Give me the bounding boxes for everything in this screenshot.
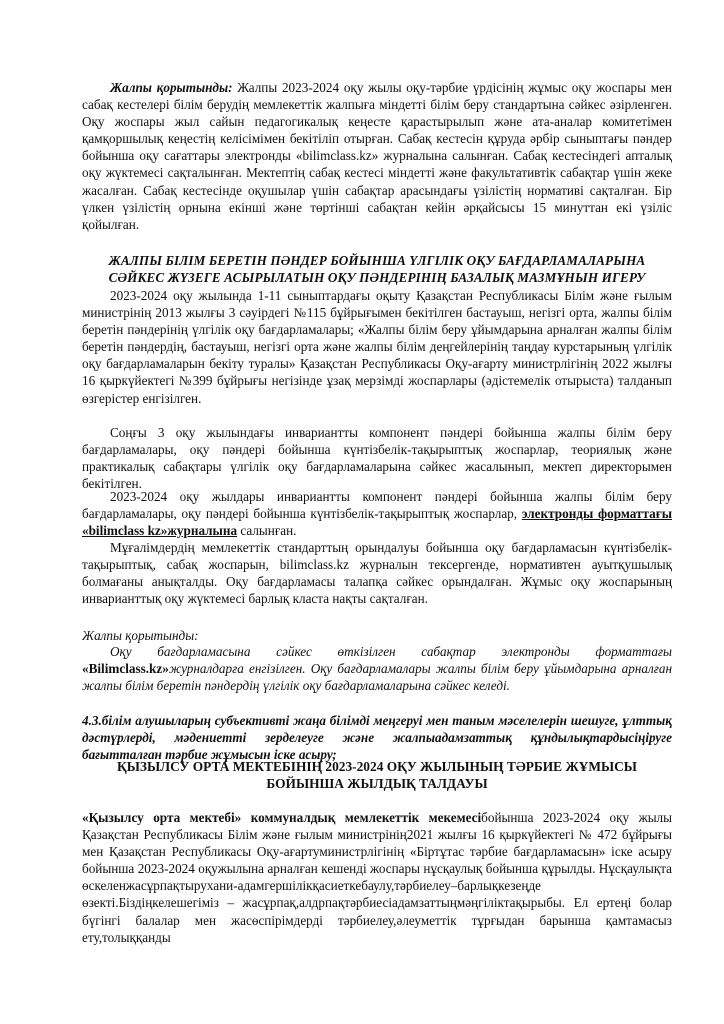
section-4-3-heading: 4.3.білім алушыларың субъективті жаңа білімді меңгеруі мен таным мәселелерін шешуге, ұлттық дәстүрлерді, мәдениетті зерделеуге және жалпыадамзаттық құндылықтардысіңіруге бағытталған тәрбие жұмысын іске асыру; — [82, 713, 672, 763]
upbringing-analysis-heading — [82, 758, 672, 792]
general-conclusion-text: Жалпы 2023-2024 оқу жылы оқу-тәрбие үрдісінің жұмыс оқу жоспары мен сабақ кестелері білім берудің мемлекеттік жалпыға міндетті білім беру стандартына сәйкес әзірленген. Оқу жоспары жыл сайын педагогикалық кеңесте қарастырылып және ата-аналар комитетімен қамқоршылық кеңестің келісімімен бекітіліп отырған. Сабақ кестесін құруда әрбір сыныптағы пәндер бойынша оқу сағаттары электронды «bilimclass.kz» журналына салынған. Сабақ кестесіндегі апталық оқу жүктемесі сақталынған. Мектептің сабақ кестесі міндетті және факультативтік сабақтар үшін жеке жасалған. Сабақ кестесінде оқушылар үшін сабақтар арасындағы үзілістің нормативі сақталған. Бір үлкен үзілістің орнына екінші және төртінші сабақтан кейін әрқайсысы 15 минуттан екі үзіліс қойылған. — [82, 80, 672, 232]
section-heading-line-2: СӘЙКЕС ЖҮЗЕГЕ АСЫРЫЛАТЫН ОҚУ ПӘНДЕРІНІҢ БАЗАЛЫҚ МАЗМҰНЫН ИГЕРУ — [108, 270, 646, 286]
summary-text-1: Оқу бағдарламасына сәйкес өткізілген сабақтар электронды форматтағы — [110, 644, 672, 659]
upbringing-heading-line-1: ҚЫЗЫЛСУ ОРТА МЕКТЕБІНІҢ 2023-2024 ОҚУ ЖЫЛЫНЫҢ ТӘРБИЕ ЖҰМЫСЫ — [117, 759, 637, 774]
summary-bilimclass-label: «Bilimclass.kz» — [82, 661, 169, 677]
general-conclusion-lead: Жалпы қорытынды: — [110, 80, 233, 95]
section-heading-line-1: ЖАЛПЫ БІЛІМ БЕРЕТІН ПӘНДЕР БОЙЫНША ҮЛГІЛІК ОҚУ БАҒДАРЛАМАЛАРЫНА — [108, 253, 646, 268]
summary-text-2: журналдарға енгізілген. Оқу бағдарламалары жалпы білім беру ұйымдарына арналған жалпы білім беретін пәндердің үлгілік оқу бағдарламаларына сәйкес келеді. — [82, 661, 672, 694]
school-plan-paragraph — [82, 809, 672, 946]
school-name-bold: «Қызылсу орта мектебі» коммуналдық мемлекеттік мекемесі — [82, 810, 482, 825]
section-heading-basic-content — [82, 252, 672, 286]
electronic-format-tail: салынған. — [237, 523, 297, 539]
state-standard-paragraph: Мұғалімдердің мемлекеттік стандарттың орындалуы бойынша оқу бағдарламасын күнтізбелік-тақырыптық, сабақ жоспарын, bilimclass.kz журналын тексергенде, нормативтен ауытқушылық болмағаны анықталды. Оқу бағдарламасы талапқа сәйкес орындалған. Жұмыс оқу жоспарының инварианттық оқу жүктемесі барлық класта нақты сақталған. — [82, 540, 672, 607]
summary-paragraph — [82, 643, 672, 694]
electronic-format-paragraph — [82, 488, 672, 539]
curriculum-paragraph: 2023-2024 оқу жылында 1-11 сыныптардағы оқыту Қазақстан Республикасы Білім және ғылым министрінің 2013 жылғы 3 сәуірдегі №115 бұйрығымен бекітілген бастауыш, негізгі орта, жалпы білім беретін пәндерінің үлгілік оқу бағдарламалары; «Жалпы білім беру ұйымдарына арналған жалпы білім беретін пәндердің, бастауыш, негізгі орта және жалпы білім деңгейлерінің таңдау курстарының үлгілік оқу бағдарламаларын бекіту туралы» Қазақстан Республикасы Оқу-ағарту министрлігінің 2022 жылғы 16 қыркүйектегі №399 бұйрығы негізінде ұзақ мерзімді жоспарлары (әдістемелік отырыста) талданып өзгерістер енгізілген. — [82, 288, 672, 406]
electronic-format-text: 2023-2024 оқу жылдары инвариантты компонент пәндері бойынша жалпы білім беру бағдарламалары, оқу пәндері бойынша күнтізбелік-тақырыптық жоспарлар, — [82, 489, 672, 522]
upbringing-heading-line-2: БОЙЫНША ЖЫЛДЫҚ ТАЛДАУЫ — [266, 776, 488, 791]
summary-title: Жалпы қорытынды: — [82, 628, 199, 643]
school-plan-text: бойынша 2023-2024 оқу жылы Қазақстан Республикасы Білім және ғылым министрінің2021 жылғы 16 қыркүйектегі № 472 бұйрығы мен Қазақстан Республикасы Оқу-ағартуминистрлігінің «Біртұтас тәрбие бағдарламасын» іске асыру бойынша 2023-2024 оқужылына арналған кешенді жоспары нұсқаулық бойынша құрылды. Нұсқаулықта өскеленжасұрпақтырухани-адамгершілікқасиеткебаулу,тәрбиелеу–барлықкезеңде өзекті.Біздіңкелешегіміз – жасұрпақ,алдрпақтәрбиесіадамзаттыңмәңгіліктақырыбы. Ел ертеңі болар бүгінгі балалар мен жасөспірімдерді тәрбиелеу,әлеуметтік тұрғыдан барынша қамтамасыз ету,толыққанды — [82, 810, 672, 945]
invariant-component-paragraph: Соңғы 3 оқу жылындағы инвариантты компонент пәндері бойынша жалпы білім беру бағдарламалары, оқу пәндері бойынша күнтізбелік-тақырыптық жоспарлар, теориялық және практикалық сабақтары үлгілік оқу бағдарламаларына сәйкес жасалынып, мектеп директорымен бекітілген. — [82, 425, 672, 492]
bilimclass-link[interactable]: электронды форматтағы «bilimclass kz»журналына — [82, 506, 673, 539]
general-conclusion-paragraph — [82, 79, 672, 233]
